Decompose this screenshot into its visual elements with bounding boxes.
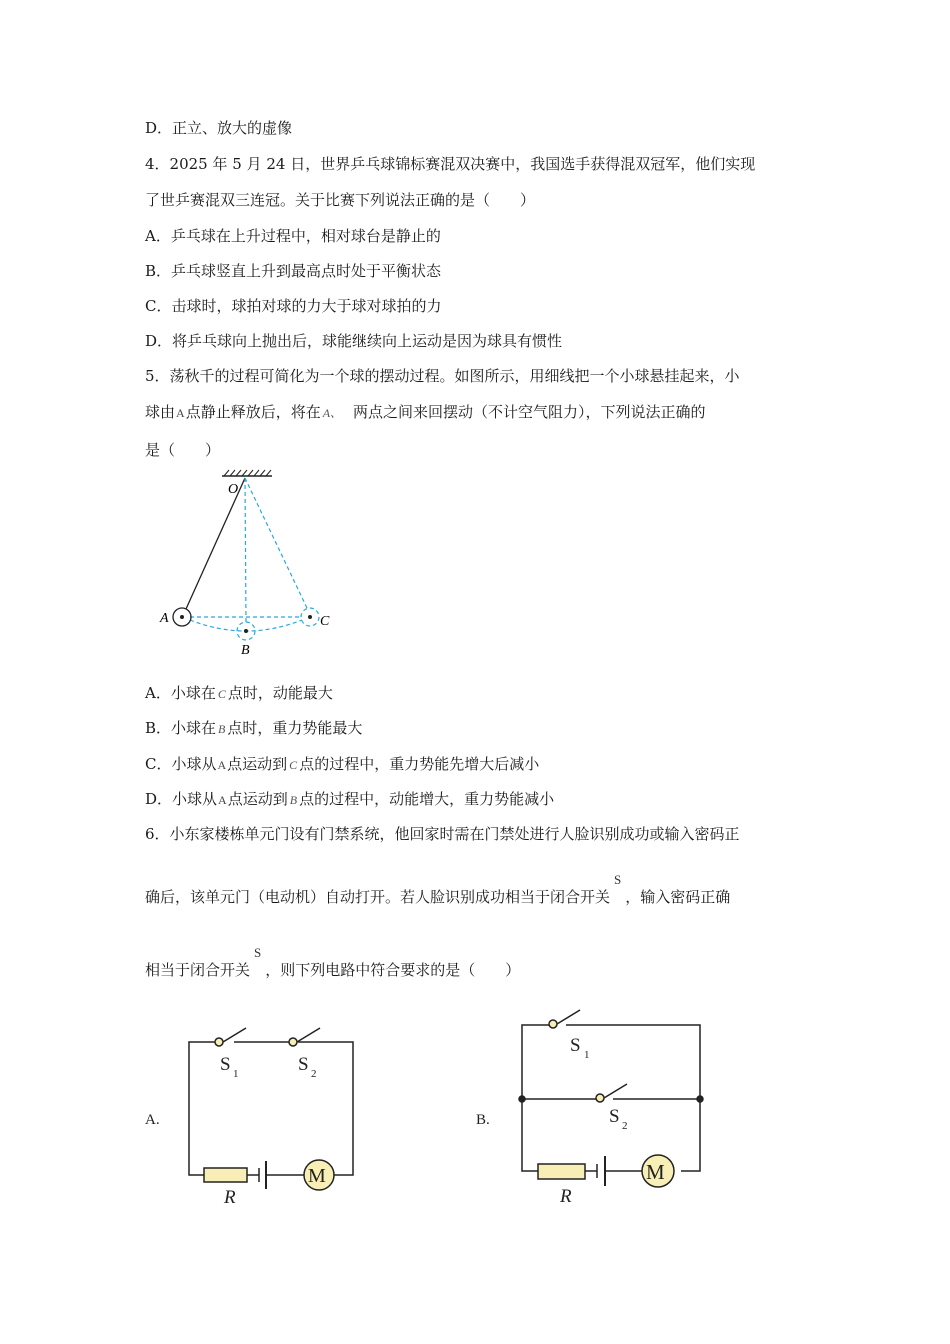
var: B [289,793,298,807]
q5-stem-line3: 是（ ） [145,441,221,459]
label-a: A [160,611,169,626]
text: ，则下列电路中符合要求的是（ ） [265,961,521,979]
var: B [218,722,226,736]
s2-label: S [298,1054,309,1075]
text: 点的过程中，重力势能先增大后减小 [299,755,540,773]
label-o: O [228,482,239,497]
pendulum-figure [159,470,330,658]
label-c: C [320,614,330,629]
text: 点时，动能最大 [227,684,333,702]
s1-label: S [220,1054,231,1075]
option-b-label: B. [476,1112,490,1128]
switch-symbol: S [614,872,622,887]
q6-stem-line3 [145,945,521,981]
text: 点静止释放后，将在 [185,403,321,421]
q5-option-a [145,683,333,704]
text: 点的过程中，动能增大，重力势能减小 [299,790,555,808]
circuit-a [189,1028,353,1190]
q5-option-c [145,754,539,775]
text: 两点之间来回摆动（不计空气阻力），下列说法正确的 [338,403,706,421]
text: ，输入密码正确 [625,888,731,906]
m-label: M [646,1160,665,1184]
text: D．小球从 [145,790,218,808]
s2-sub: 2 [311,1068,317,1080]
text: 点时，重力势能最大 [227,719,363,737]
q5-option-b [145,718,362,739]
s2-label: S [609,1106,620,1127]
var: A、 [322,406,337,420]
q6-stem-line2 [145,872,731,908]
s1-sub: 1 [233,1068,239,1080]
circuit-a-labels [145,1054,326,1208]
text: 点运动到 [227,790,288,808]
s2-sub: 2 [622,1120,628,1132]
q6-stem-line1: 6．小东家楼栋单元门设有门禁系统，他回家时需在门禁处进行人脸识别成功或输入密码正 [145,825,740,843]
q5-stem-line1: 5．荡秋千的过程可简化为一个球的摆动过程。如图所示，用细线把一个小球悬挂起来，小 [145,367,740,385]
var: C [217,687,226,701]
q4-option-a: A．乒乓球在上升过程中，相对球台是静止的 [145,227,441,245]
r-label: R [560,1186,572,1207]
q5-option-d [145,789,554,810]
circuit-b [519,1010,703,1187]
label-b: B [241,643,250,658]
var: A [218,793,227,807]
var: A [217,758,227,772]
text: 相当于闭合开关 [145,961,251,979]
circuit-b-labels [476,1035,665,1207]
var: A [176,406,185,420]
r-label: R [224,1187,236,1208]
text: B．小球在 [145,719,217,737]
q3-option-d: D．正立、放大的虚像 [145,119,293,137]
text: C．小球从 [145,755,217,773]
s1-label: S [570,1035,581,1056]
var: C [289,758,298,772]
text: 确后，该单元门（电动机）自动打开。若人脸识别成功相当于闭合开关 [145,888,611,906]
q4-stem-line2: 了世乒赛混双三连冠。关于比赛下列说法正确的是（ ） [145,191,536,209]
q4-stem-line1: 4．2025 年 5 月 24 日，世界乒乓球锦标赛混双决赛中，我国选手获得混双冠军，他们实现 [145,155,756,173]
option-a-label: A. [145,1112,160,1128]
switch-symbol: S [254,945,262,960]
q4-option-d: D．将乒乓球向上抛出后，球能继续向上运动是因为球具有惯性 [145,332,563,350]
text: 点运动到 [227,755,288,773]
text: 球由 [145,403,176,421]
q4-option-c: C．击球时，球拍对球的力大于球对球拍的力 [145,297,442,315]
text: A．小球在 [145,684,216,702]
m-label: M [308,1165,326,1187]
s1-sub: 1 [584,1049,590,1061]
q4-option-b: B．乒乓球竖直上升到最高点时处于平衡状态 [145,262,442,280]
